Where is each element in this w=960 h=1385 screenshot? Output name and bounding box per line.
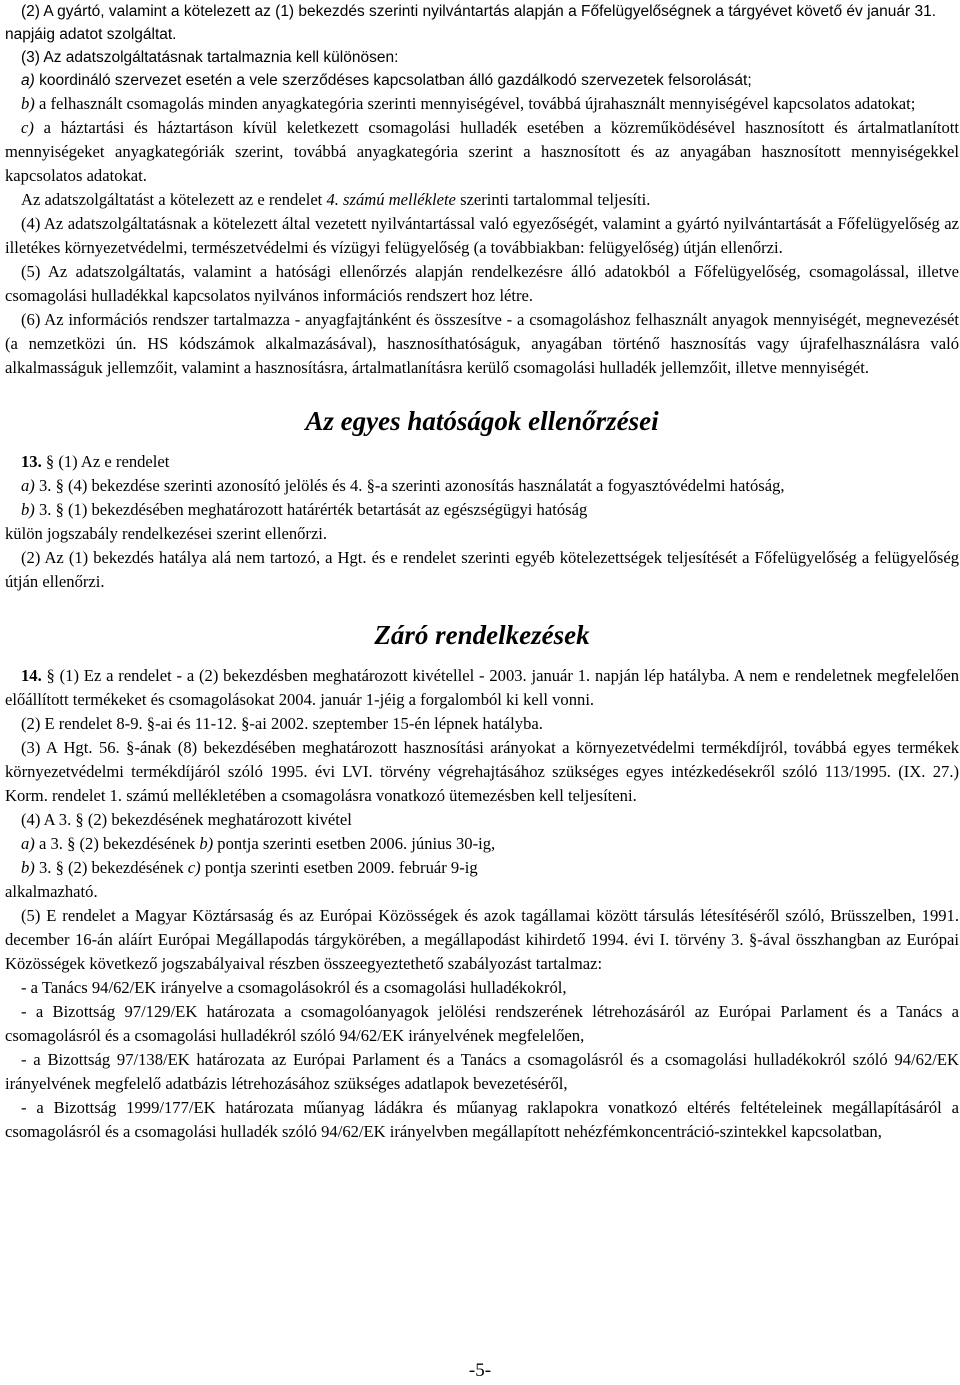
paragraph-14-3: (3) A Hgt. 56. §-ának (8) bekezdésében meghatározott hasznosítási arányokat a környezetvédelmi termékdíjról, továbbá egyes termékek környezetvédelmi termékdíjáról szóló 1995. évi LVI. törvény végrehajtásához szükséges egyes intézkedésekről szóló 113/1995. (IX. 27.) Korm. rendelet 1. számú mellékletében a csomagolásra vonatkozó ütemezésben kell teljesíteni.	[5, 738, 959, 805]
item-a-text: 3. § (4) bekezdése szerinti azonosító jelölés és 4. §-a szerinti azonosítás használatát a fogyasztóvédelmi hatóság,	[34, 476, 785, 495]
paragraph-14-5: (5) E rendelet a Magyar Köztársaság és az Európai Közösségek és azok tagállamai között társulás létesítéséről szóló, Brüsszelben, 1991. december 16-án aláírt Európai Megállapodás tárgykörében, a megállapodást kihirdető 1994. évi I. törvény 3. §-ával összhangban az Európai Közösségek következő jogszabályaival részben összeegyeztethető szabályozást tartalmaz:	[5, 906, 959, 973]
teljesites-text-end: szerinti tartalommal teljesíti.	[455, 190, 651, 209]
paragraph-14-4b-cont: alkalmazható.	[5, 882, 98, 901]
paragraph-13-1	[5, 450, 959, 474]
item-letter-b: b)	[21, 500, 35, 519]
list-item: - a Bizottság 97/138/EK határozata az Európai Parlament és a Tanács a csomagolásról és a csomagolási hulladékokról szóló 94/62/EK irányelvének megfelelő adatbázis létrehozásához szükséges adatlapok bevezetéséről,	[5, 1050, 959, 1093]
paragraph-14-2: (2) E rendelet 8-9. §-ai és 11-12. §-ai 2002. szeptember 15-én lépnek hatályba.	[21, 714, 543, 733]
paragraph-6: (6) Az információs rendszer tartalmazza - anyagfajtánként és összesítve - a csomagoláshoz felhasznált anyagok mennyiségét, megnevezését (a nemzetközi ún. HS kódszámok alkalmazásával), hasznosíthatóságuk, anyagában történő hasznosítás vagy újrafelhasználásra való alkalmasságuk jellemzőit, valamint a hasznosításra, ártalmatlanításra kerülő csomagolási hulladék jellemzőit, illetve mennyiségét.	[5, 310, 959, 377]
paragraph-14-4b	[5, 856, 959, 880]
item-letter-b: b)	[21, 858, 35, 877]
item-a-text: a 3. § (2) bekezdésének	[34, 834, 200, 853]
point-b-ref: b)	[199, 834, 214, 853]
section-number-13: 13.	[21, 452, 42, 471]
paragraph-3a	[5, 69, 959, 92]
page-number: -5-	[468, 1360, 492, 1381]
paragraph-3c	[5, 116, 959, 188]
paragraph-2: (2) A gyártó, valamint a kötelezett az (1) bekezdés szerinti nyilvántartás alapján a Főfelügyelőségnek a tárgyévet követő év január 31. napjáig adatot szolgáltat.	[5, 3, 937, 43]
list-item: - a Bizottság 97/129/EK határozata a csomagolóanyagok jelölési rendszerének létrehozásáról az Európai Parlament és a Tanács a csomagolásról és a csomagolási hulladékról szóló 94/62/EK irányelvének megfelelően,	[5, 1002, 959, 1045]
teljesites-text: Az adatszolgáltatást a kötelezett az e rendelet	[21, 190, 327, 209]
item-b-text-end: pontja szerinti esetben 2009. február 9-ig	[200, 858, 478, 877]
paragraph-4: (4) Az adatszolgáltatásnak a kötelezett által vezetett nyilvántartással való egyezőségét, valamint a gyártó nyilvántartását a Főfelügyelőség az illetékes környezetvédelmi, természetvédelmi és vízügyi felügyelőség (a továbbiakban: felügyelőség) útján ellenőrzi.	[5, 214, 959, 257]
item-a-text-end: pontja szerinti esetben 2006. június 30-ig,	[213, 834, 496, 853]
document-page	[5, 0, 959, 1144]
body-section	[5, 92, 959, 1144]
paragraph-5: (5) Az adatszolgáltatás, valamint a hatósági ellenőrzés alapján rendelkezésre álló adatokból a Főfelügyelőség, csomagolással, illetve csomagolási hulladékkal kapcsolatos nyilvános információs rendszert hoz létre.	[5, 262, 959, 305]
item-b-text: 3. § (2) bekezdésének	[34, 858, 188, 877]
item-letter-b: b)	[21, 94, 35, 113]
item-letter-a: a)	[21, 834, 35, 853]
paragraph-13-b-cont: külön jogszabály rendelkezései szerint ellenőrzi.	[5, 524, 328, 543]
top-section	[5, 0, 959, 92]
item-b-text: a felhasznált csomagolás minden anyagkategória szerinti mennyiségével, továbbá újrahasznált mennyiségével kapcsolatos adatokat;	[34, 94, 916, 113]
point-c-ref: c)	[187, 858, 201, 877]
item-letter-a: a)	[21, 72, 35, 89]
item-a-text: koordináló szervezet esetén a vele szerződéses kapcsolatban álló gazdálkodó szervezetek felsorolását;	[34, 72, 752, 89]
paragraph-13-2: (2) Az (1) bekezdés hatálya alá nem tartozó, a Hgt. és e rendelet szerinti egyéb kötelezettségek teljesítését a Főfelügyelőség a felügyelőség útján ellenőrzi.	[5, 548, 959, 591]
section-14-p1: § (1) Ez a rendelet - a (2) bekezdésben meghatározott kivétellel - 2003. január 1. napján lép hatályba. A nem e rendeletnek megfelelően előállított termékeket és csomagolásokat 2004. január 1-jéig a forgalomból ki kell vonni.	[5, 666, 959, 709]
paragraph-3: (3) Az adatszolgáltatásnak tartalmaznia kell különösen:	[21, 49, 399, 66]
list-item: - a Tanács 94/62/EK irányelve a csomagolásokról és a csomagolási hulladékokról,	[21, 978, 567, 997]
section-13-intro: § (1) Az e rendelet	[41, 452, 170, 471]
item-b-text: 3. § (1) bekezdésében meghatározott határérték betartását az egészségügyi hatóság	[34, 500, 588, 519]
list-item: - a Bizottság 1999/177/EK határozata műanyag ládákra és műanyag raklapokra vonatkozó eltérés feltételeinek megállapításáról a csomagolásról és a csomagolási hulladék szóló 94/62/EK irányelvben megállapított nehézfémkoncentráció-szintekkel kapcsolatban,	[5, 1098, 959, 1141]
paragraph-14-4a	[5, 832, 959, 856]
section-heading-zaro: Záró rendelkezések	[374, 620, 590, 650]
item-letter-a: a)	[21, 476, 35, 495]
paragraph-3b	[5, 92, 959, 116]
paragraph-13-b	[5, 498, 959, 522]
paragraph-14-1	[5, 664, 959, 712]
paragraph-14-4: (4) A 3. § (2) bekezdésének meghatározott kivétel	[21, 810, 352, 829]
section-heading-hatosagok: Az egyes hatóságok ellenőrzései	[305, 406, 659, 436]
melleklet-ref: 4. számú melléklete	[326, 190, 456, 209]
item-letter-c: c)	[21, 118, 34, 137]
item-c-text: a háztartási és háztartáson kívül keletkezett csomagolási hulladék esetében a közreműködésével hasznosított és ártalmatlanított mennyiségeket anyagkategóriák szerint, továbbá anyagkategória szerint a hasznosított és az anyagában hasznosított mennyiségekkel kapcsolatos adatokat.	[5, 118, 959, 185]
paragraph-teljesites	[5, 188, 959, 212]
section-number-14: 14.	[21, 666, 42, 685]
paragraph-13-a	[5, 474, 959, 498]
